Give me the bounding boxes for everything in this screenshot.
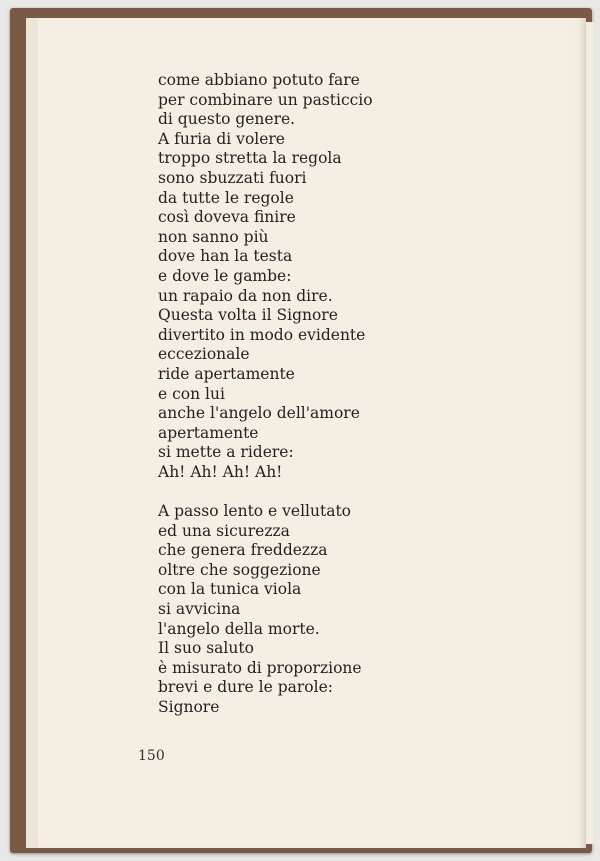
- poem-line: si mette a ridere:: [158, 443, 294, 462]
- poem-line: A passo lento e vellutato: [158, 502, 352, 521]
- poem-line: anche l'angelo dell'amore: [158, 404, 360, 423]
- poem-line: Il suo saluto: [158, 639, 254, 658]
- poem-line: l'angelo della morte.: [158, 619, 320, 638]
- poem-line: brevi e dure le parole:: [158, 678, 333, 697]
- book-page: [38, 18, 586, 848]
- poem-line: con la tunica viola: [158, 580, 302, 599]
- poem-line: che genera freddezza: [158, 541, 328, 560]
- poem-line: un rapaio da non dire.: [158, 286, 333, 305]
- poem-line: si avvicina: [158, 600, 241, 619]
- poem-line: Ah! Ah! Ah! Ah!: [158, 462, 283, 481]
- poem-line: ed una sicurezza: [158, 521, 290, 540]
- poem-line: è misurato di proporzione: [158, 658, 362, 677]
- next-page-edge: [586, 22, 594, 844]
- poem-line: dove han la testa: [158, 247, 293, 266]
- poem-line: troppo stretta la regola: [158, 149, 342, 168]
- poem-line: sono sbuzzati fuori: [158, 168, 307, 187]
- page-number: 150: [138, 748, 165, 764]
- poem-line: come abbiano potuto fare: [158, 71, 360, 89]
- poem-line: eccezionale: [158, 345, 250, 364]
- poem-line: Signore: [158, 698, 220, 716]
- poem-line: e dove le gambe:: [158, 266, 292, 285]
- poem-line: di questo genere.: [158, 110, 296, 129]
- poem-line: oltre che soggezione: [158, 560, 321, 579]
- poem-line: e con lui: [158, 384, 225, 403]
- poem-line: ride apertamente: [158, 364, 295, 383]
- poem-line: così doveva finire: [158, 208, 296, 227]
- poem-line: divertito in modo evidente: [158, 325, 366, 344]
- poem-line: non sanno più: [158, 227, 269, 246]
- poem-line: da tutte le regole: [158, 188, 294, 207]
- poem-text: [158, 71, 373, 718]
- poem-line: per combinare un pasticcio: [158, 90, 373, 109]
- poem-line: apertamente: [158, 423, 259, 442]
- poem-line: A furia di volere: [158, 129, 285, 148]
- poem-line: Questa volta il Signore: [158, 306, 338, 325]
